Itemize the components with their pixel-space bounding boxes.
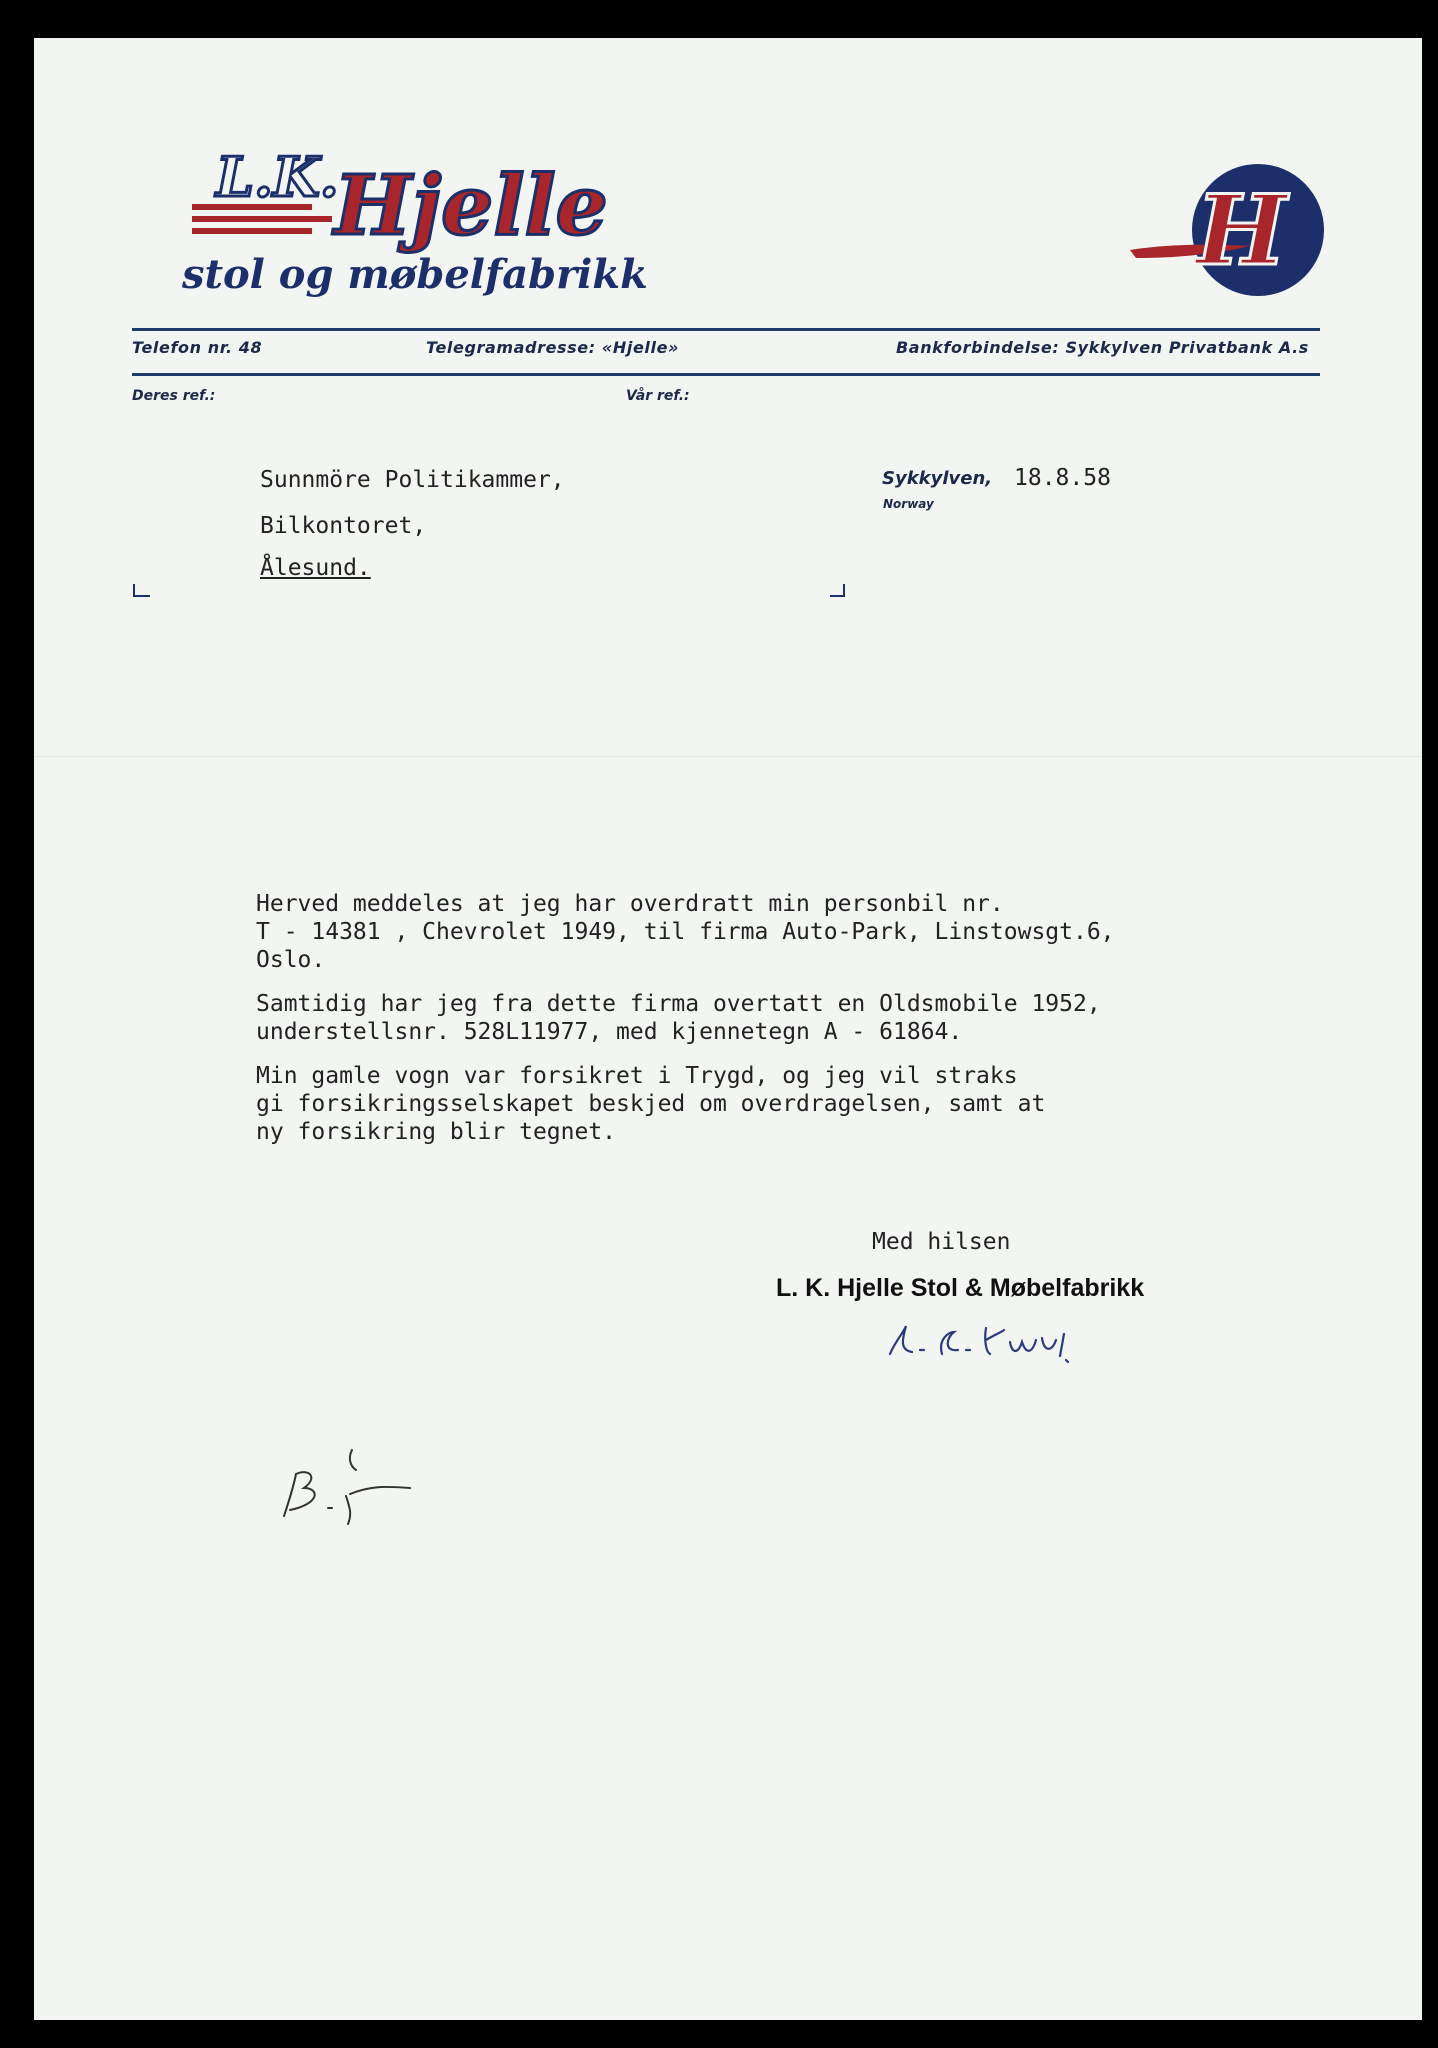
telegram-address: Telegramadresse: «Hjelle» [426,338,680,357]
letter-sheet [34,38,1422,2020]
body-line: Oslo. [256,947,326,973]
body-line: ny forsikring blir tegnet. [256,1119,617,1145]
body-line: understellsnr. 528L11977, med kjennetegn A - 61864. [256,1019,963,1045]
handwritten-initials [280,1438,440,1528]
body-line: Herved meddeles at jeg har overdratt min personbil nr. [256,891,1004,917]
body-paragraph-1 [256,890,1316,974]
handwritten-signature [882,1310,1102,1370]
body-line: Samtidig har jeg fra dette firma overtatt en Oldsmobile 1952, [256,991,1101,1017]
header-rule-bottom [132,373,1320,376]
header-rule-top [132,328,1320,331]
letter-date: 18.8.58 [1014,465,1111,491]
closing-company: L. K. Hjelle Stol & Møbelfabrikk [776,1274,1145,1302]
body-line: gi forsikringsselskapet beskjed om overdragelsen, samt at [256,1091,1046,1117]
place-country: Norway [883,497,934,511]
logo-brand-name: Hjelle [334,158,608,254]
window-mark-right [830,584,848,598]
recipient-line-2: Bilkontoret, [260,513,427,539]
window-mark-left [132,584,150,598]
body-paragraph-3 [256,1062,1316,1146]
recipient-line-1: Sunnmöre Politikammer, [260,467,565,493]
our-reference-label: Vår ref.: [626,388,690,404]
phone-number: Telefon nr. 48 [132,338,263,357]
body-line: Min gamle vogn var forsikret i Trygd, og jeg vil straks [256,1063,1018,1089]
body-line: T - 14381 , Chevrolet 1949, til firma Auto-Park, Linstowsgt.6, [256,919,1115,945]
bank-connection: Bankforbindelse: Sykkylven Privatbank A.s [896,338,1309,357]
place-city: Sykkylven, [882,468,993,489]
logo-initials: L.K. [216,145,339,209]
logo-badge [1130,146,1342,316]
logo-tagline: stol og møbelfabrikk [182,251,648,298]
closing-greeting: Med hilsen [872,1229,1011,1255]
company-logo [144,116,714,306]
recipient-line-3: Ålesund. [260,555,371,581]
badge-letter: H [1196,174,1287,287]
your-reference-label: Deres ref.: [132,388,216,404]
body-paragraph-2 [256,990,1316,1046]
